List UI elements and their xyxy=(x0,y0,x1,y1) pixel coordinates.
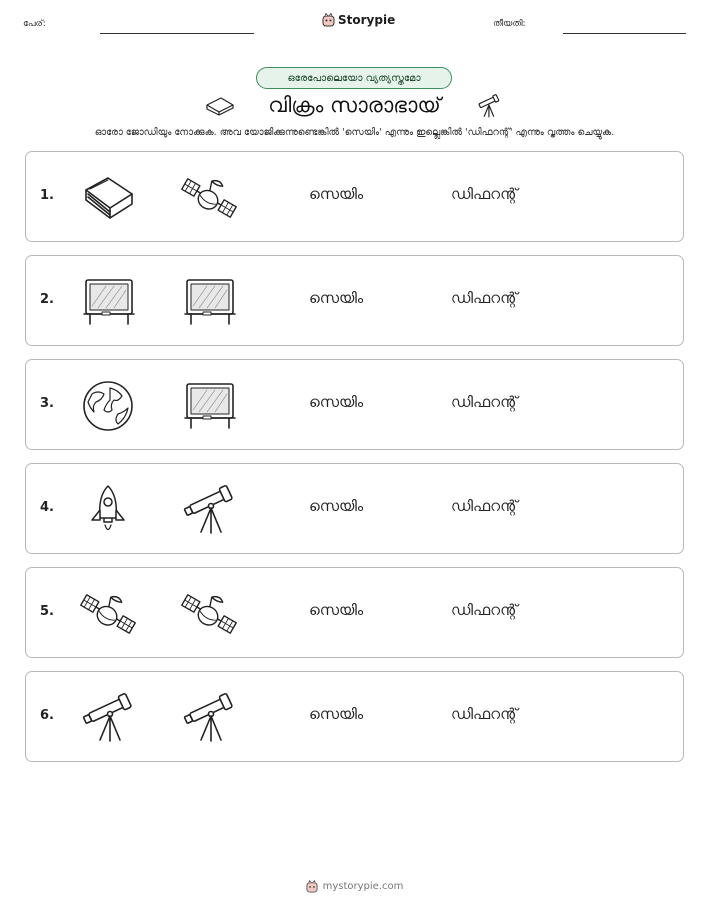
book-icon xyxy=(205,96,235,116)
footer xyxy=(0,880,709,893)
different-option[interactable]: ഡിഫറന്റ് xyxy=(451,497,518,515)
telescope-icon xyxy=(474,90,502,122)
worksheet-header xyxy=(0,0,709,40)
storypie-mascot-icon xyxy=(322,13,335,27)
question-row xyxy=(25,463,684,554)
question-number: 5. xyxy=(40,604,54,619)
brand-logo xyxy=(322,13,395,27)
question-number: 4. xyxy=(40,500,54,515)
question-number: 2. xyxy=(40,292,54,307)
question-row xyxy=(25,359,684,450)
date-line[interactable] xyxy=(563,33,686,34)
question-number: 6. xyxy=(40,708,54,723)
different-option[interactable]: ഡിഫറന്റ് xyxy=(451,185,518,203)
name-label: പേര്: xyxy=(23,19,46,29)
chalkboard-icon xyxy=(78,276,138,328)
satellite-icon xyxy=(179,172,239,224)
book-icon xyxy=(78,172,138,224)
same-option[interactable]: സെയിം xyxy=(309,289,364,307)
question-row xyxy=(25,151,684,242)
same-option[interactable]: സെയിം xyxy=(309,393,364,411)
rocket-icon xyxy=(78,484,138,536)
different-option[interactable]: ഡിഫറന്റ് xyxy=(451,393,518,411)
question-row xyxy=(25,567,684,658)
question-number: 1. xyxy=(40,188,54,203)
satellite-icon xyxy=(179,588,239,640)
storypie-mascot-icon xyxy=(306,880,318,893)
question-row xyxy=(25,255,684,346)
same-option[interactable]: സെയിം xyxy=(309,497,364,515)
different-option[interactable]: ഡിഫറന്റ് xyxy=(451,289,518,307)
telescope-icon xyxy=(179,484,239,536)
satellite-icon xyxy=(78,588,138,640)
instructions: ഓരോ ജോഡിയും നോക്കുക. അവ യോജിക്കുന്നുണ്ടെങ്കിൽ 'സെയിം' എന്നും ഇല്ലെങ്കിൽ 'ഡിഫറന്റ്' എന്നും വൃത്തം ചെയ്യുക. xyxy=(94,127,615,138)
different-option[interactable]: ഡിഫറന്റ് xyxy=(451,705,518,723)
question-row xyxy=(25,671,684,762)
worksheet-tag: ഒരേപോലെയോ വ്യത്യസ്തമോ xyxy=(256,67,452,89)
globe-icon xyxy=(78,380,138,432)
different-option[interactable]: ഡിഫറന്റ് xyxy=(451,601,518,619)
date-label: തീയതി: xyxy=(493,19,526,29)
page-title: വിക്രം സാരാഭായ് xyxy=(268,93,441,117)
footer-site[interactable]: mystorypie.com xyxy=(322,881,404,892)
same-option[interactable]: സെയിം xyxy=(309,185,364,203)
brand-name: Storypie xyxy=(338,13,396,27)
chalkboard-icon xyxy=(179,276,239,328)
same-option[interactable]: സെയിം xyxy=(309,705,364,723)
telescope-icon xyxy=(78,692,138,744)
chalkboard-icon xyxy=(179,380,239,432)
telescope-icon xyxy=(179,692,239,744)
name-line[interactable] xyxy=(100,33,254,34)
same-option[interactable]: സെയിം xyxy=(309,601,364,619)
question-number: 3. xyxy=(40,396,54,411)
